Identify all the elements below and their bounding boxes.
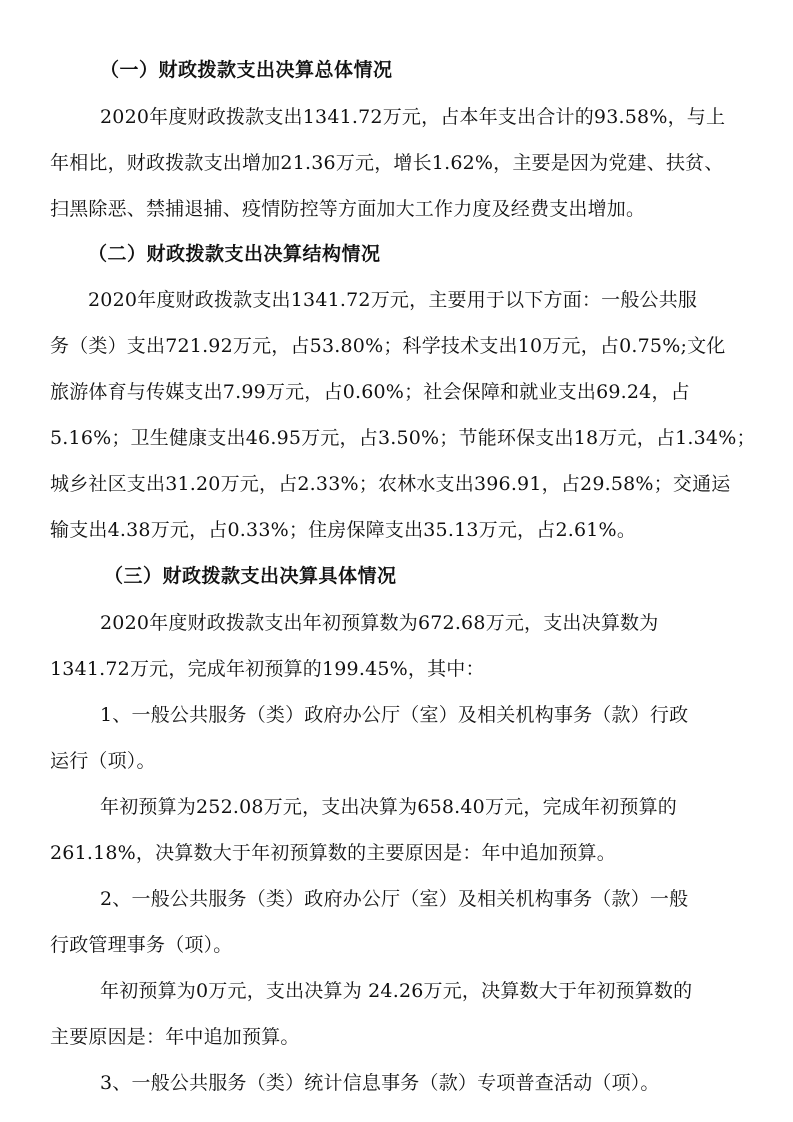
text-line: 2020年度财政拨款支出1341.72万元，占本年支出合计的93.58%，与上 — [100, 106, 726, 128]
text-line: 行政管理事务（项）。 — [50, 934, 233, 956]
text-line: 输支出4.38万元，占0.33%；住房保障支出35.13万元，占2.61%。 — [50, 519, 637, 541]
text-line: 城乡社区支出31.20万元，占2.33%；农林水支出396.91，占29.58%；交通运 — [50, 473, 731, 495]
text-line: 2020年度财政拨款支出1341.72万元，主要用于以下方面：一般公共服 — [88, 289, 698, 311]
text-line: 1、一般公共服务（类）政府办公厅（室）及相关机构事务（款）行政 — [100, 704, 689, 726]
text-line: 务（类）支出721.92万元，占53.80%；科学技术支出10万元，占0.75%;文化 — [50, 335, 726, 357]
text-line: 扫黑除恶、禁捕退捕、疫情防控等方面加大工作力度及经费支出增加。 — [50, 198, 646, 220]
text-line: 年相比，财政拨款支出增加21.36万元，增长1.62%，主要是因为党建、扶贫、 — [50, 152, 724, 174]
text-line: 运行（项）。 — [50, 750, 156, 772]
text-line: 年初预算为0万元，支出决算为 24.26万元，决算数大于年初预算数的 — [100, 980, 693, 1002]
text-line: 主要原因是：年中追加预算。 — [50, 1026, 300, 1048]
text-line: 2020年度财政拨款支出年初预算数为672.68万元，支出决算数为 — [100, 612, 659, 634]
text-line: 1341.72万元，完成年初预算的199.45%，其中： — [50, 658, 485, 680]
text-line: 2、一般公共服务（类）政府办公厅（室）及相关机构事务（款）一般 — [100, 888, 689, 910]
text-line: 261.18%，决算数大于年初预算数的主要原因是：年中追加预算。 — [50, 842, 616, 864]
section-2-heading: （二）财政拨款支出决算结构情况 — [88, 243, 381, 265]
text-line: 5.16%；卫生健康支出46.95万元，占3.50%；节能环保支出18万元，占1.34%； — [50, 427, 756, 449]
section-3-heading: （三）财政拨款支出决算具体情况 — [104, 565, 397, 587]
section-1-heading: （一）财政拨款支出决算总体情况 — [100, 59, 393, 81]
text-line: 旅游体育与传媒支出7.99万元，占0.60%；社会保障和就业支出69.24，占 — [50, 381, 690, 403]
text-line: 年初预算为252.08万元，支出决算为658.40万元，完成年初预算的 — [100, 796, 677, 818]
text-line: 3、一般公共服务（类）统计信息事务（款）专项普查活动（项）。 — [100, 1072, 660, 1094]
